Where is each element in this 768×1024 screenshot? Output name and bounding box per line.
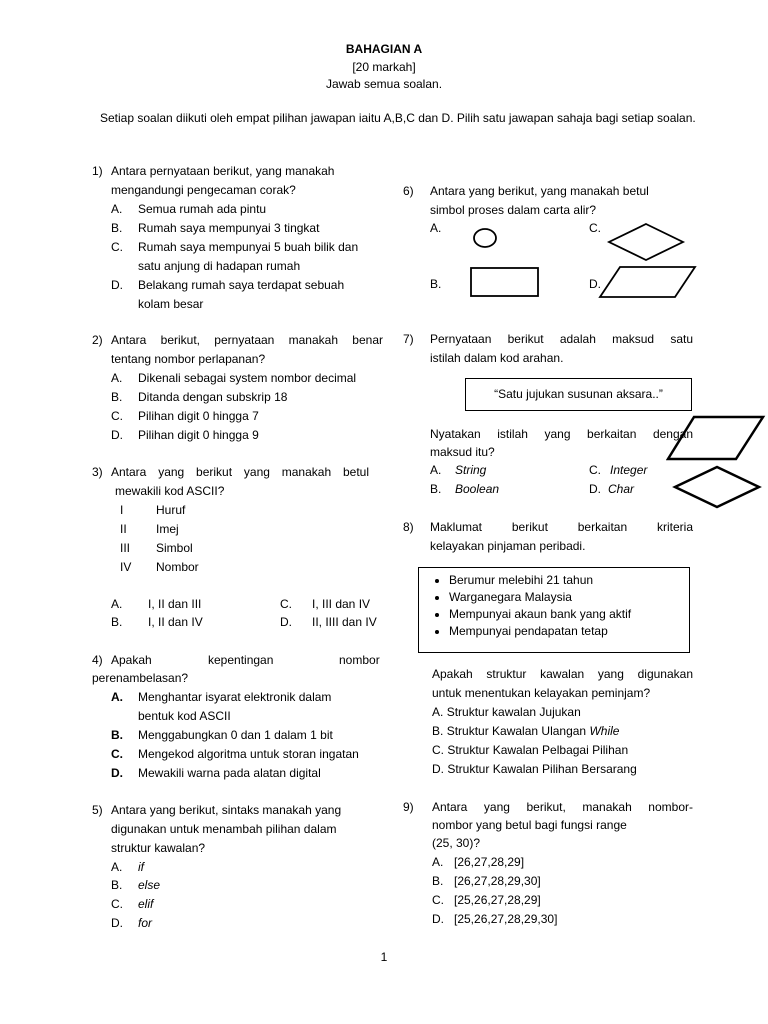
option-text: [25,26,27,28,29] [454,893,541,907]
criteria-item: • Berumur melebihi 21 tahun [449,572,631,589]
option-label: B. [432,724,444,738]
option-label: B. [111,615,123,629]
option-label: C. [432,893,444,907]
question-text: kelayakan pinjaman peribadi. [430,539,586,553]
roman-numeral: III [120,541,131,555]
question-text: Antara yang berikut, sintaks manakah yang [111,803,342,817]
option-text: kolam besar [138,297,204,311]
question-number: 3) [92,465,103,479]
quote-box [465,378,692,411]
question-text: maksud itu? [430,445,495,459]
option-text: Dikenali sebagai system nombor decimal [138,371,357,385]
option-label: D. [111,766,123,780]
question-text: tentang nombor perlapanan? [111,352,266,366]
option-label: C. [111,747,123,761]
intro-text: Setiap soalan diikuti oleh empat pilihan jawapan iaitu A,B,C dan D. Pilih satu jawapan sahaja bagi setiap soalan. [100,111,696,125]
option-text: Belakang rumah saya terdapat sebuah [138,278,345,292]
question-text: Pernyataan berikut adalah maksud satu [430,332,693,346]
option-text: I, II dan IV [148,615,203,629]
option-label: B. [111,878,123,892]
option-label: A. [111,690,123,704]
rectangle-icon [469,266,541,298]
option-text: elif [138,897,154,911]
question-text: mewakili kod ASCII? [115,484,225,498]
roman-numeral: IV [120,560,132,574]
criteria-box [418,567,690,653]
section-title: BAHAGIAN A [345,42,423,56]
question-number: 5) [92,803,103,817]
option-row [432,760,637,778]
option-text: if [138,860,144,874]
question-text: Nyatakan istilah yang berkaitan dengan [430,427,693,441]
question-text: Antara berikut, pernyataan manakah benar [111,333,383,347]
roman-numeral: II [120,522,127,536]
question-number: 4) [92,653,103,667]
option-text: II, IIII dan IV [312,615,377,629]
question-text: struktur kawalan? [111,841,206,855]
option-label: A. [432,855,444,869]
option-label: B. [111,390,123,404]
option-text: Boolean [455,482,500,496]
option-text: Pilihan digit 0 hingga 9 [138,428,259,442]
option-text: Struktur Kawalan Pelbagai Pilihan [447,743,629,757]
question-number: 9) [403,800,414,814]
question-text: Apakah [111,653,152,667]
option-label: C. [111,409,123,423]
option-text: Mewakili warna pada alatan digital [138,766,321,780]
option-text: [25,26,27,28,29,30] [454,912,558,926]
option-label: D. [111,916,123,930]
option-text: I, II dan III [148,597,202,611]
question-text: Apakah struktur kawalan yang digunakan [432,667,693,681]
option-label: D. [432,912,444,926]
option-label: A. [111,371,123,385]
question-text: digunakan untuk menambah pilihan dalam [111,822,337,836]
parallelogram-icon [666,414,766,462]
option-text: satu anjung di hadapan rumah [138,259,301,273]
option-label: C. [432,743,444,757]
option-label: D. [589,277,601,291]
option-text: Ditanda dengan subskrip 18 [138,390,288,404]
option-label: B. [430,277,442,291]
instruction-label: Jawab semua soalan. [325,77,443,91]
option-label: C. [111,897,123,911]
question-text: mengandungi pengecaman corak? [111,183,296,197]
question-number: 7) [403,332,414,346]
oval-icon [470,226,500,250]
option-label: A. [432,705,444,719]
option-text: Struktur kawalan Jujukan [446,705,581,719]
parallelogram-icon [598,265,698,299]
option-text: Struktur Kawalan Pilihan Bersarang [447,762,637,776]
option-text: bentuk kod ASCII [138,709,231,723]
question-text: Antara pernyataan berikut, yang manakah [111,164,335,178]
option-label: C. [280,597,292,611]
question-text: kepentingan [208,653,274,667]
option-label: D. [589,482,601,496]
option-text: [26,27,28,29,30] [454,874,541,888]
question-number: 6) [403,184,414,198]
marks-label: [20 markah] [352,60,416,74]
item-text: Simbol [156,541,193,555]
question-text: (25, 30)? [432,836,481,850]
option-text: Rumah saya mempunyai 3 tingkat [138,221,320,235]
option-text: I, III dan IV [312,597,371,611]
option-text: Pilihan digit 0 hingga 7 [138,409,259,423]
question-number: 1) [92,164,103,178]
question-text: istilah dalam kod arahan. [430,351,564,365]
option-text: [26,27,28,29] [454,855,525,869]
option-label: A. [430,221,442,235]
option-text: Integer [610,463,648,477]
item-text: Imej [156,522,179,536]
question-text: nombor [339,653,380,667]
criteria-item: • Warganegara Malaysia [449,589,631,606]
question-text: nombor yang betul bagi fungsi range [432,818,627,832]
option-row [432,722,619,740]
option-label: A. [111,202,123,216]
option-text: Mengekod algoritma untuk storan ingatan [138,747,359,761]
diamond-icon [672,464,762,510]
option-text: for [138,916,153,930]
option-label: A. [111,860,123,874]
option-label: B. [432,874,444,888]
option-label: B. [111,728,123,742]
item-text: Huruf [156,503,186,517]
criteria-list [425,572,631,640]
option-text: Struktur Kawalan Ulangan [446,724,590,738]
option-text: Menghantar isyarat elektronik dalam [138,690,332,704]
quote-text: “Satu jujukan susunan aksara..” [494,387,663,401]
option-label: C. [589,463,601,477]
option-label: D. [280,615,292,629]
question-text: Antara yang berikut, yang manakah betul [430,184,649,198]
question-text: Antara yang berikut, manakah nombor- [432,800,693,814]
option-label: A. [430,463,442,477]
option-text: Char [608,482,635,496]
option-text: Menggabungkan 0 dan 1 dalam 1 bit [138,728,333,742]
option-text: Semua rumah ada pintu [138,202,267,216]
question-number: 8) [403,520,414,534]
criteria-item: • Mempunyai pendapatan tetap [449,623,631,640]
question-text: untuk menentukan kelayakan peminjam? [432,686,651,700]
option-label: D. [111,278,123,292]
option-label: C. [589,221,601,235]
option-label: D. [111,428,123,442]
diamond-icon [606,222,686,262]
question-text: simbol proses dalam carta alir? [430,203,597,217]
option-text-italic: While [589,724,620,738]
option-text: else [138,878,161,892]
item-text: Nombor [156,560,199,574]
option-row [432,741,628,759]
page-number: 1 [380,950,388,964]
option-label: D. [432,762,444,776]
option-label: C. [111,240,123,254]
roman-numeral: I [120,503,124,517]
question-text: perenambelasan? [92,671,189,685]
option-label: B. [430,482,442,496]
question-number: 2) [92,333,103,347]
option-text: Rumah saya mempunyai 5 buah bilik dan [138,240,359,254]
criteria-item: • Mempunyai akaun bank yang aktif [449,606,631,623]
option-label: A. [111,597,123,611]
question-text: Antara yang berikut yang manakah betul [111,465,369,479]
option-text: String [455,463,487,477]
question-text: Maklumat berikut berkaitan kriteria [430,520,693,534]
option-label: B. [111,221,123,235]
option-row [432,703,581,721]
